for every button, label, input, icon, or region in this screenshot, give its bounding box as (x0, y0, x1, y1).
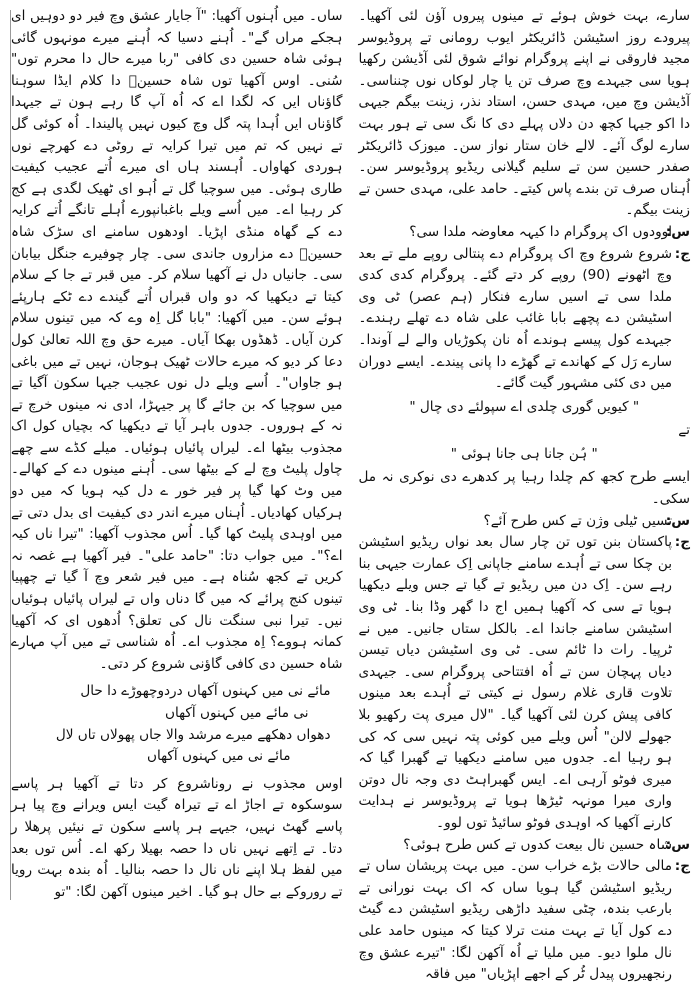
conjunction-text: تے (678, 422, 690, 439)
right-column (351, 6, 691, 983)
question-2 (359, 511, 691, 533)
question-text: اوودوں اک پروگرام دا کیہہ معاوضہ ملدا سی؟ (409, 223, 672, 240)
answer-3 (359, 856, 691, 986)
story-paragraph: ساں۔ میں اُہنوں آکھیا: "آ جایار عشق وچ فیر دو دوہیں ای ہجکے مراں گے"۔ اُہنے دسیا کہ اُہنے میرے مونہوں گائی ہوئی شاہ حسین دی کافی "ربا میرے حال دا محرم توں" سُنی۔ اوس آکھیا توں شاہ حسینؒ دا کلام ایڈا سوہنا گاؤناں ایں کہ لگدا اے کہ اُہ آپ گا رہے ہون تے جیہدا گاؤناں ایں اُہدا پتہ گل وچ کیوں نہیں پالیندا۔ اُہ کوئی گل تے نہیں کہ تم میں تیرا کرایہ تے روٹی دے کھرچے نوں ہوردی کھاواں۔ اُہسند ہاں ای میرے اُتے عجیب کیفیت طاری ہوئی۔ میں سوچیا گل تے اُہو ای ٹھیک لگدی ہے کج کر رہیا اے۔ میں اُسے ویلے باغبانپورے اُہلے تانگے اُتے کرایہ دے کے گھاہ منڈی اپڑیا۔ اودھوں سامنے ای سڑک شاہ حسینؒ دے مزاروں جاندی سی۔ چار چوفیرے جنگل بیابان سی۔ جانیاں دل نے آکھیا سلام کر۔ میں قبر تے جا کے سلام کیتا تے دیکھیا کہ دو واں قبراں اُتے گیندے دے ٹکے ہارپئے ہوئے سن۔ میں آکھیا: "بابا گل اِہ وے کہ میں تینوں سلام کرن آیاں۔ ڈھڈوں بھکا آیاں۔ میرے حق وچ اللہ تعالیٰ کول دعا کر دیو کہ میرے حالات ٹھیک ہوجان، نہیں تے میں باغی ہو جاواں"۔ اُسے ویلے دل نوں عجیب جیہا سکون آگیا تے میں سوچیا کہ بن جائے گا پر جیہڑا، ادی نہ مینوں خرچ تے نہ کے ہوروں۔ جدوں باہر آیا تے دیکھیا کہ بچیاں کول اک مجذوب بیٹھا اے۔ لیراں پائیاں ہوئیاں۔ میلے کڈے سے چھے چاول پلیٹ وچ لے کے بیٹھا سی۔ اُہنے مینوں دے کے کھالے۔ میں وٹ کھا گیا پر فیر خور ے دل کیہ ہویا کہ میں دو ہرکیاں کھادیاں۔ اُہناں میرے اندر دی کیفیت ای بدل دتی تے میں اوہدی پلیٹ کھا گیا۔ اُس مجذوب آکھیا: "تیرا ناں کیہ اے؟"۔ میں جواب دتا: "حامد علی"۔ فیر آکھیا ہے غصہ نہ کریں تے کجھ سُناہ ہے۔ میں فیر شعر وچ آ گیا تے چھپیا تینوں کنج پرائے کہ میں گا دناں واں تے لیراں پائیاں ہوئیاں نیں۔ تیرا نبی سنگت نال کی تعلق؟ اُدھوں ای کہ آکھیا کمانہ ہووے؟ اِہ مجذوب اے۔ اُہ شناسی تے میں آپ مہارے شاہ حسین دی کافی گاؤنی شروع کر دتی۔ (11, 8, 343, 672)
answer-1 (359, 244, 691, 395)
intro-paragraph: سارے، بہت خوش ہوئے تے مینوں پیروں آؤن لئی آکھیا۔ پیرودے روز اسٹیشن ڈائریکٹر ایوب رومانی تے پروڈیوسر مجید فاروقی نے اپنے پروگرام نوائے شوق لئی آڈیشن رکھیا ہویا سی جیہدے وچ صرف تن یا چار لوکاں نوں چنناسی۔ آڈیشن وچ میں، مہدی حسن، استاد نذر، زینت بیگم جیہی دا اکو جیہا کچھ دن دلاں پہلے دی کا نگ سی تے ہور بہت سارے لوگ آئے۔ لالے خان ستار نواز سن۔ میوزک ڈائریکٹر صفدر حسین سن تے سلیم گیلانی ریڈیو پروڈیوسر سن۔ اُہناں صرف تن بندے پاس کیتے۔ حامد علی، مہدی حسن تے زینت بیگم۔ (358, 8, 690, 219)
question-1 (359, 222, 691, 244)
answer-text: پاکستان بنن توں تن چار سال بعد نواں ریڈیو اسٹیشن بن چکا سی تے اُہدے سامنے جاپانی اِک عمارت جیہی بنا رہے سن۔ اِک دن میں ریڈیو تے گیا تے جس ویلے دیکھیا ہویا تے سی کہ آکھیا ہمیں اج دا گھر وڈا بنا۔ ٹی وی اسٹیشن سامنے جاندا اے۔ بالکل ستاں جانیں۔ میں نے ٹرپیا۔ رات دا ٹائم سی۔ ٹی وی اسٹیشن دیاں تیسن دیاں پہچان سن تے اُہ افتتاحی پروگرام سی۔ جیہدی تلاوت قاری غلام رسول نے کیتی تے اُہدے بعد مینوں کافی پیش کرن لئی آکھیا گیا۔ "لال میری پت رکھیو بلا جھولے لالن" اُس ویلے میں کوئی پتہ نہیں سی کہ کی ہو رہیا اے۔ جدوں میں سامنے دیکھیا تے گھبرا گیا کہ میری فوٹو آرہی اے۔ ایس گھبراہٹ دی وجہ نال دوتن واری میرا مونہہ ٹیڑھا ہویا تے پروڈیوسر نے ہدایت کارنے آکھیا کہ اوہدی فوٹو سائیڈ توں لوو۔ (358, 534, 672, 831)
job-paragraph: ایسے طرح کجھ کم چلدا رہیا پر کدھرے دی نوکری نہ مل سکی۔ (358, 469, 690, 508)
question-mark: س: (665, 223, 690, 240)
answer-text: مالی حالات بڑے خراب سن۔ میں بہت پریشان ساں تے ریڈیو اسٹیشن گیا ہویا ساں کہ اک بہت نورانی تے بارعب بندہ، چٹی سفید داڑھی ریڈیو اسٹیشن دے گیٹ دے کول آیا تے بہت منت ترلا کیتا کہ مینوں حامد علی نال ملوا دیو۔ میں ملیا تے اُہ آکھن لگا: "تیرے عشق وچ رنجھیروں پیدل ٹُر کے اجھے اپڑیاں" میں فاقہ (358, 858, 672, 983)
question-3 (359, 835, 691, 857)
question-text: تسیں ٹیلی وژن تے کس طرح آئے؟ (483, 512, 672, 529)
question-text: شاہ حسین نال بیعت کدوں تے کس طرح ہوئی؟ (403, 836, 672, 853)
closing-paragraph: اوس مجذوب نے روناشروع کر دتا تے آکھیا ہر پاسے سوسکوہ تے اجاڑ اے تے تیراہ گیت ایس ویرانے وچ پیا ہر پاسے گھٹ نہیں، جیہے ہر پاسے سکون تے نیئیں پرھلا ر دتا۔ تے اِتھے نہیں ناں دا حصہ بھیلا رکھ اے۔ اُس توں بعد میں لفظ ہلا اپنے ناں نال دا حصہ بنالیا۔ اُہ بندہ بہت رویا تے روروکے بے حال ہو گیا۔ اخیر مینوں آکھن لگا: "تو (11, 775, 343, 900)
poem-line: دھواں دھکھے میرے مرشد والا جاں پھولاں تاں لال (55, 726, 331, 743)
question-mark: س: (665, 512, 690, 529)
left-column (11, 6, 351, 904)
answer-mark: ج: (674, 245, 690, 262)
question-mark: س: (665, 836, 690, 853)
answer-2 (359, 532, 691, 834)
answer-mark: ج: (674, 858, 690, 875)
answer-mark: ج: (674, 534, 690, 551)
poem-line: مائے نی میں کہنوں آکھاں (147, 748, 291, 765)
poem-line: نی مائے میں کہنوں آکھاں (165, 705, 309, 721)
answer-text: شروع شروع وچ اک پروگرام دے پنتالی روپے ملے تے بعد وچ اٹھونے (90) روپے کر دتے گئے۔ پروگرام کدی کدی ملدا سی تے اسیں سارے فنکار (ہم عصر) ٹی وی اسٹیشن دے پچھے بابا غائب علی شاہ دے تھلے رہندے۔ جیہدے کول پیسے ہوندے اُہ نان پکوڑیاں والے لے آوندا۔ سارے رَل کے کھاندے تے گھڑے دا پانی پیندے۔ ایسے دوران میں دی کئی مشہور گیت گائے۔ (358, 245, 672, 392)
song-title-2: " ہُن جانا ہی جانا ہوئی " (450, 445, 598, 462)
song-title-1: " کیویں گوری چلدی اے سپولئے دی چال " (409, 398, 640, 415)
poem-line: مائے نی میں کہنوں آکھاں دردوچھوڑے دا حال (80, 683, 331, 700)
kafi-poem (11, 681, 343, 767)
